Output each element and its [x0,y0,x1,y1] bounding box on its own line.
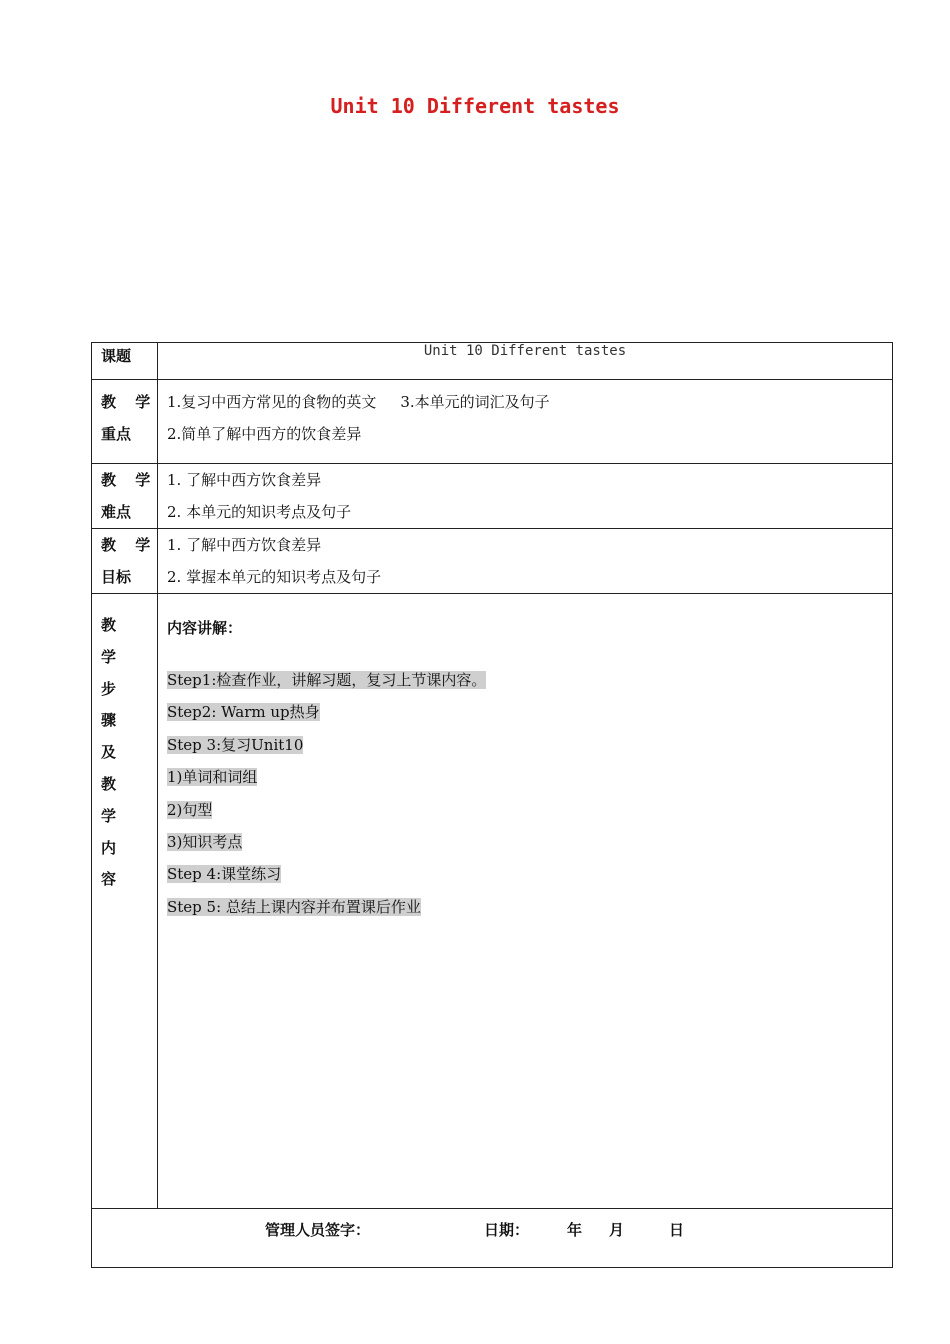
step-4: Step 4:课堂练习 [167,865,282,884]
year-label: 年 [567,1221,583,1239]
procedure-label-cell [92,594,158,1209]
difficulties-content [158,464,893,529]
objective-2: 2. 掌握本单元的知识考点及句子 [167,568,382,586]
procedure-content [158,594,893,1209]
step-3-sub-1: 1)单词和词组 [167,768,258,787]
topic-row [92,343,893,380]
document-title: Unit 10 Different tastes [330,94,620,118]
step-2: Step2: Warm up热身 [167,703,320,722]
footer-row [92,1209,893,1268]
objectives-label-1: 教 学 [101,536,151,554]
difficulties-row [92,464,893,529]
key-points-content [158,380,893,464]
step-3: Step 3:复习Unit10 [167,735,304,754]
step-1: Step1:检查作业，讲解习题，复习上节课内容。 [167,671,487,689]
procedure-heading: 内容讲解： [167,619,243,637]
step-5: Step 5: 总结上课内容并布置课后作业 [167,897,421,916]
objectives-row [92,529,893,594]
step-3-sub-2: 2)句型 [167,800,213,819]
difficulty-1: 1. 了解中西方饮食差异 [167,471,322,489]
objective-1: 1. 了解中西方饮食差异 [167,536,322,554]
difficulties-label-cell [92,464,158,529]
procedure-label: 教 学 步 骤 及 教 学 内 容 [101,616,117,889]
date-label: 日期： [484,1221,530,1239]
day-label: 日 [669,1221,685,1239]
key-points-label-2: 重点 [101,425,132,443]
key-points-label-1: 教 学 [101,393,151,411]
difficulties-label-1: 教 学 [101,471,151,489]
objectives-label-cell [92,529,158,594]
footer-cell [92,1209,893,1268]
lesson-plan-table [91,342,893,1268]
topic-value: Unit 10 Different tastes [158,343,893,380]
key-points-row [92,380,893,464]
topic-label-cell [92,343,158,380]
difficulty-2: 2. 本单元的知识考点及句子 [167,503,352,521]
objectives-label-2: 目标 [101,568,132,586]
key-point-3: 3.本单元的词汇及句子 [400,393,550,411]
topic-label: 课题 [101,347,132,365]
signature-label: 管理人员签字： [265,1221,371,1239]
step-3-sub-3: 3)知识考点 [167,832,243,851]
key-points-label-cell [92,380,158,464]
key-point-2: 2.简单了解中西方的饮食差异 [167,425,362,443]
objectives-content [158,529,893,594]
difficulties-label-2: 难点 [101,503,132,521]
month-label: 月 [609,1221,625,1239]
procedure-row [92,594,893,1209]
key-point-1: 1.复习中西方常见的食物的英文 [167,393,377,411]
